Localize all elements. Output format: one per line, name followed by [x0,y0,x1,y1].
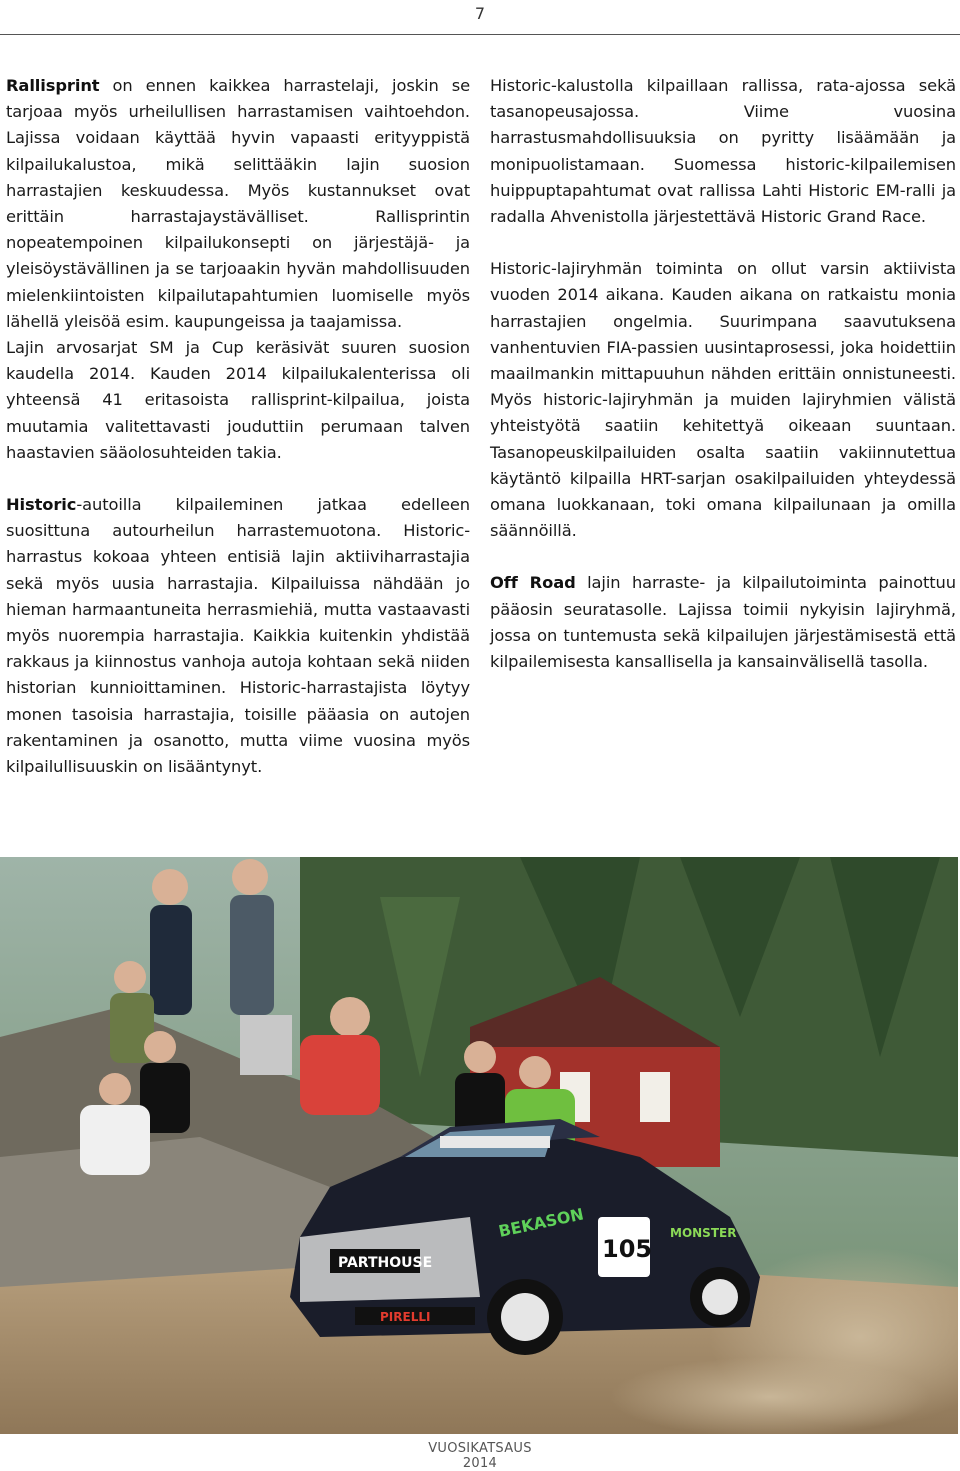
historic-paragraph [6,492,470,780]
car-sponsor-front: PARTHOUSE [338,1255,433,1271]
offroad-paragraph [490,570,956,675]
offroad-text: lajin harraste- ja kilpailutoiminta painottuu pääosin seuratasolle. Lajissa toimii nykyisin lajiryhmä, jossa on tuntemusta sekä kilpailujen järjestämisestä että kilpailemisesta kansallisella ja kansainvälisellä tasolla. [490,573,956,672]
offroad-lead: Off Road [490,573,576,593]
historic-group-paragraph: Historic-lajiryhmän toiminta on ollut varsin aktiivista vuoden 2014 aikana. Kauden aikana on ratkaistu monia harrastajien ongelmia. Suurimpana saavutuksena vanhentuvien FIA-passien uusintaprosessi, joka hoidettiin maailmankin mittapuuhun nähden erittäin onnistuneesti. Myös historic-lajiryhmän ja muiden lajiryhmien välistä yhteistyötä saatiin kehitettyä oikeaan suuntaan. Tasanopeuskilpailuiden osalta saatiin vakiinnutettua käytäntö kilpailla HRT-sarjan osakilpailuiden yhteydessä omana luokkanaan, toki omana kilpailunaan ja omilla säännöillä. [490,259,956,541]
historic-text: -autoilla kilpaileminen jatkaa edelleen suosittuna autourheilun harrastemuotona. Historic-harrastus kokoaa yhteen entisiä lajin aktiiviharrastajia sekä myös uusia harrastajia. Kilpailuissa nähdään jo hieman harmaantuneita herrasmiehiä, mutta vastaavasti myös nuorempia harrastajia. Kaikkia kuitenkin yhdistää rakkaus ja kiinnostus vanhoja autoja kohtaan sekä niiden historian kunnioittaminen. Historic-harrastajista löytyy monen tasoisia harrastajia, toisille pääasia on autojen rakentaminen ja osanotto, mutta viime vuosina myös kilpailullisuuskin on lisääntynyt. [6,495,470,777]
left-column [6,73,470,780]
historic-events-paragraph: Historic-kalustolla kilpaillaan rallissa, rata-ajossa sekä tasanopeusajossa. Viime vuosina harrastusmahdollisuuksia on pyritty lisäämään ja monipuolistamaan. Suomessa historic-kilpailemisen huippuptapahtumat ovat rallissa Lahti Historic EM-ralli ja radalla Ahvenistolla järjestettävä Historic Grand Race. [490,76,956,227]
rallisprint-paragraph [6,73,470,335]
rallisprint-text: on ennen kaikkea harrastelaji, joskin se tarjoaa myös urheilullisen harrastamisen vaihtoehdon. Lajissa voidaan käyttää hyvin vapaasti erityyppistä kilpailukalustoa, mikä selittääkin lajin suosion harrastajien keskuudessa. Myös kustannukset ovat erittäin harrastajaystävälliset. Rallisprintin nopeatempoinen kilpailukonsepti on järjestäjä- ja yleisöystävällinen ja se tarjoaakin hyvän mahdollisuuden mielenkiintoisten kilpailutapahtumien luomiselle myös lähellä yleisöä esim. kaupungeissa ja taajamissa. [6,76,470,331]
car-sponsor-side: BEKASON [496,1204,586,1241]
page-number: 7 [474,4,486,23]
car-sponsor-rear: MONSTER [670,1226,737,1240]
car-number: 105 [602,1235,653,1263]
rally-car-photo [0,857,958,1434]
header-rule [0,34,960,35]
right-column [490,73,956,675]
rallisprint-season-paragraph: Lajin arvosarjat SM ja Cup keräsivät suuren suosion kaudella 2014. Kauden 2014 kilpailukalenterissa oli yhteensä 41 eritasoista rallisprint-kilpailua, joista muutamia valitettavasti jouduttiin perumaan talven haastavien sääolosuhteiden takia. [6,338,470,462]
rallisprint-lead: Rallisprint [6,76,100,95]
tire-brand-label: PIRELLI [380,1310,431,1324]
footer-label: VUOSIKATSAUS 2014 [428,1441,532,1471]
historic-lead: Historic [6,495,77,515]
